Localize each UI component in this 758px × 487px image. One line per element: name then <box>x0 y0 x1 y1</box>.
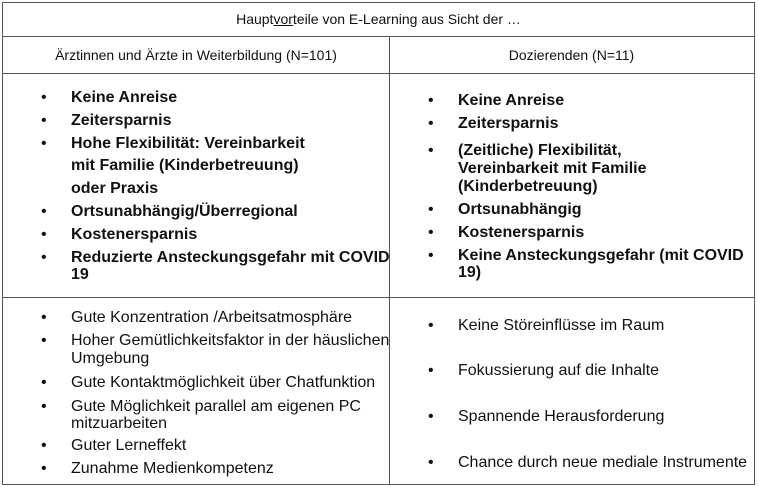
list-item-text: Hoher Gemütlichkeitsfaktor in der häuslichen <box>71 332 390 349</box>
list-item-continued <box>458 264 481 282</box>
list-item: • Fokussierung auf die Inhalte <box>428 362 660 379</box>
list-item-continued <box>71 350 149 368</box>
list-item-text: 19 <box>71 266 89 283</box>
list-item: • Ortsunabhängig <box>428 201 582 218</box>
list-item-text: Guter Lerneffekt <box>71 437 187 454</box>
list-item-text: Vereinbarkeit mit Familie <box>458 160 647 177</box>
title-part: Haupt <box>236 11 274 27</box>
table-title <box>3 3 754 37</box>
list-item: • Keine Störeinflüsse im Raum <box>428 317 665 334</box>
list-item-text: Zunahme Medienkompetenz <box>71 460 274 477</box>
row-divider <box>3 297 754 298</box>
list-item-text: (Zeitliche) Flexibilität, <box>458 142 622 159</box>
list-item-continued <box>71 157 299 175</box>
list-item: • Kostenersparnis <box>428 224 585 241</box>
list-item: • Zeitersparnis <box>428 115 559 132</box>
list-item: • Keine Anreise <box>41 89 178 106</box>
list-item-text: Keine Störeinflüsse im Raum <box>458 317 665 334</box>
list-item: • Reduzierte Ansteckungsgefahr mit COVID <box>41 249 390 266</box>
list-item-text: Umgebung <box>71 350 150 367</box>
list-item-text: Chance durch neue mediale Instrumente <box>458 454 748 471</box>
list-item: • Keine Ansteckungsgefahr (mit COVID <box>428 247 744 264</box>
list-item-text: Ortsunabhängig <box>458 201 582 218</box>
list-item: • Ortsunabhängig/Überregional <box>41 203 298 220</box>
list-item: • Gute Kontaktmöglichkeit über Chatfunktion <box>41 374 376 391</box>
list-item: • (Zeitliche) Flexibilität, <box>428 142 622 159</box>
list-item-text: Kostenersparnis <box>458 224 585 241</box>
list-item: • Hohe Flexibilität: Vereinbarkeit <box>41 135 305 152</box>
list-item-continued <box>71 266 89 284</box>
list-item-text: Spannende Herausforderung <box>458 408 665 425</box>
list-item: • Gute Möglichkeit parallel am eigenen PC <box>41 398 361 415</box>
list-item-continued <box>458 178 598 196</box>
list-item: • Gute Konzentration /Arbeitsatmosphäre <box>41 309 353 326</box>
list-item-continued <box>458 160 647 178</box>
title-part: teile von E-Learning aus Sicht der … <box>292 11 521 27</box>
list-item-text: Keine Anreise <box>71 89 178 106</box>
list-item-text: Gute Möglichkeit parallel am eigenen PC <box>71 398 361 415</box>
list-item: • Zeitersparnis <box>41 112 172 129</box>
list-item: • Keine Anreise <box>428 92 565 109</box>
list-item-text: mitzuarbeiten <box>71 415 168 432</box>
list-item-text: Kostenersparnis <box>71 226 198 243</box>
title-underlined: vor <box>273 11 293 27</box>
list-item: • Zunahme Medienkompetenz <box>41 460 274 477</box>
list-item: • Spannende Herausforderung <box>428 408 665 425</box>
list-item-continued <box>71 415 167 433</box>
column-header-lecturers: Dozierenden (N=11) <box>389 37 754 74</box>
list-item: • Hoher Gemütlichkeitsfaktor in der häuslichen <box>41 332 390 349</box>
list-item-text: 19) <box>458 264 482 281</box>
column-header-residents: Ärztinnen und Ärzte in Weiterbildung (N=101) <box>3 37 389 74</box>
list-item-text: Zeitersparnis <box>71 112 172 129</box>
list-item-text: Hohe Flexibilität: Vereinbarkeit <box>71 135 305 152</box>
list-item-text: oder Praxis <box>71 180 159 197</box>
list-item-text: Zeitersparnis <box>458 115 559 132</box>
list-item-text: Gute Kontaktmöglichkeit über Chatfunktion <box>71 374 376 391</box>
list-item-continued <box>71 180 158 198</box>
list-item-text: (Kinderbetreuung) <box>458 178 598 195</box>
list-item-text: Fokussierung auf die Inhalte <box>458 362 660 379</box>
list-item-text: mit Familie (Kinderbetreuung) <box>71 157 299 174</box>
list-item-text: Keine Anreise <box>458 92 565 109</box>
list-item-text: Keine Ansteckungsgefahr (mit COVID <box>458 247 744 264</box>
list-item: • Kostenersparnis <box>41 226 198 243</box>
list-item-text: Gute Konzentration /Arbeitsatmosphäre <box>71 309 353 326</box>
list-item: • Chance durch neue mediale Instrumente <box>428 454 748 471</box>
list-item-text: Ortsunabhängig/Überregional <box>71 203 298 220</box>
list-item-text: Reduzierte Ansteckungsgefahr mit COVID <box>71 249 390 266</box>
list-item: • Guter Lerneffekt <box>41 437 187 454</box>
advantages-table <box>2 2 755 485</box>
